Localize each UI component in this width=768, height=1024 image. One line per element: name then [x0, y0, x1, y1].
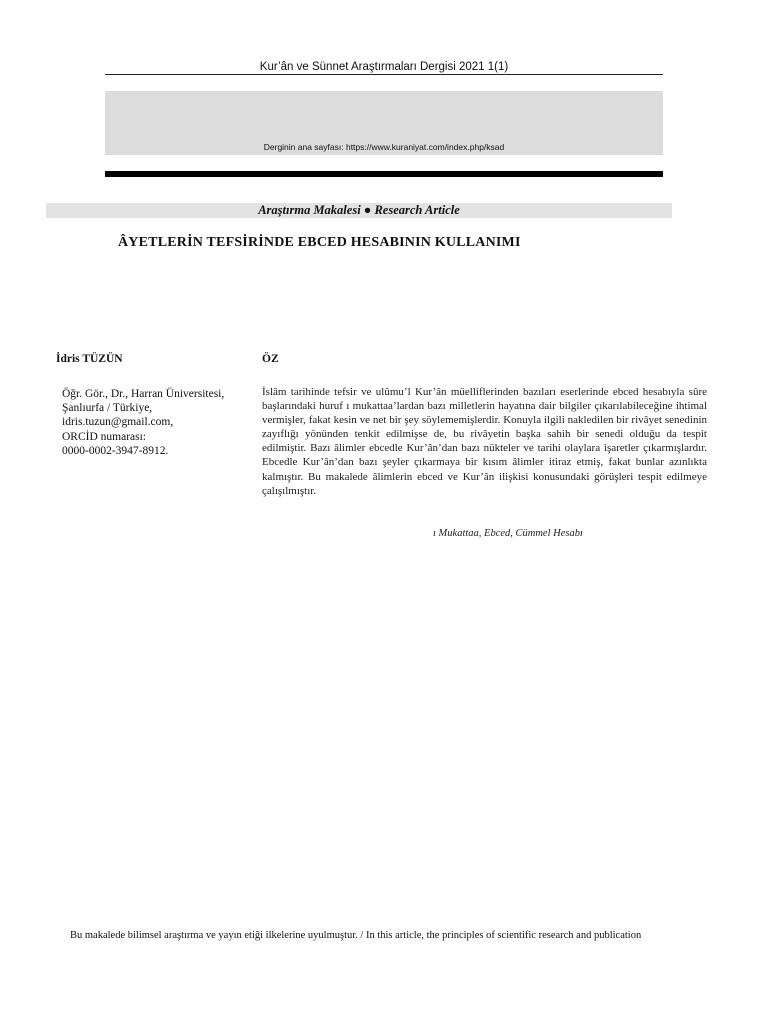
- affiliation-line: Şanlıurfa / Türkiye,: [62, 402, 153, 415]
- keywords: ı Mukattaa, Ebced, Cümmel Hesabı: [433, 528, 583, 539]
- journal-homepage-line[interactable]: Derginin ana sayfası: https://www.kuraniyat.com/index.php/ksad: [263, 142, 505, 152]
- article-type-label: Araştırma Makalesi ● Research Article: [46, 203, 672, 218]
- author-name: İdris TÜZÜN: [56, 353, 123, 365]
- abstract-heading: ÖZ: [262, 353, 279, 365]
- ethics-note: Bu makalede bilimsel araştırma ve yayın etiği ilkelerine uyulmuştur. / In this article, the principles of scientific research and publication: [70, 930, 642, 941]
- affiliation-line: Öğr. Gör., Dr., Harran Üniversitesi,: [62, 388, 225, 400]
- thick-divider: [105, 171, 663, 177]
- journal-banner: [105, 91, 663, 155]
- author-affiliation: [62, 387, 252, 458]
- header-divider: [105, 74, 663, 75]
- article-title: ÂYETLERİN TEFSİRİNDE EBCED HESABININ KULLANIMI: [118, 235, 521, 250]
- orcid-label: ORCİD numarası:: [62, 430, 147, 443]
- journal-header: Kur’ân ve Sünnet Araştırmaları Dergisi 2021 1(1): [259, 61, 509, 73]
- author-email[interactable]: idris.tuzun@gmail.com,: [62, 416, 174, 429]
- orcid-number: 0000-0002-3947-8912.: [62, 444, 169, 457]
- abstract-text: İslâm tarihinde tefsir ve ulûmu’l Kur’ân müelliflerinden bazıları eserlerinde ebced hesabıyla sûre başlarındaki huruf ı mukattaa’lardan bazı milletlerin hayatına dair bilgiler çıkarılabileceğine ihtimal vermişler, fakat kesin ve net bir şey söylememişlerdir. Konuyla ilgili nakledilen bir rivâyet senedinin zayıflığı yönünden tenkit edilmişse de, bu rivâyetin başka sahih bir senedi olduğu da tespit edilmiştir. Bazı âlimler ebcedle Kur’ân’dan bazı nükteler ve tarihi olaylara işaretler çıkarmışlardır. Ebcedle Kur’ân’dan bazı şeyler çıkarmaya bir kısım âlimler itiraz etmiş, fakat bunlar azınlıkta kalmıştır. Bu makalede âlimlerin ebced ve Kur’ân ilişkisi konusundaki görüşleri tespit edilmeye çalışılmıştır.: [262, 386, 707, 497]
